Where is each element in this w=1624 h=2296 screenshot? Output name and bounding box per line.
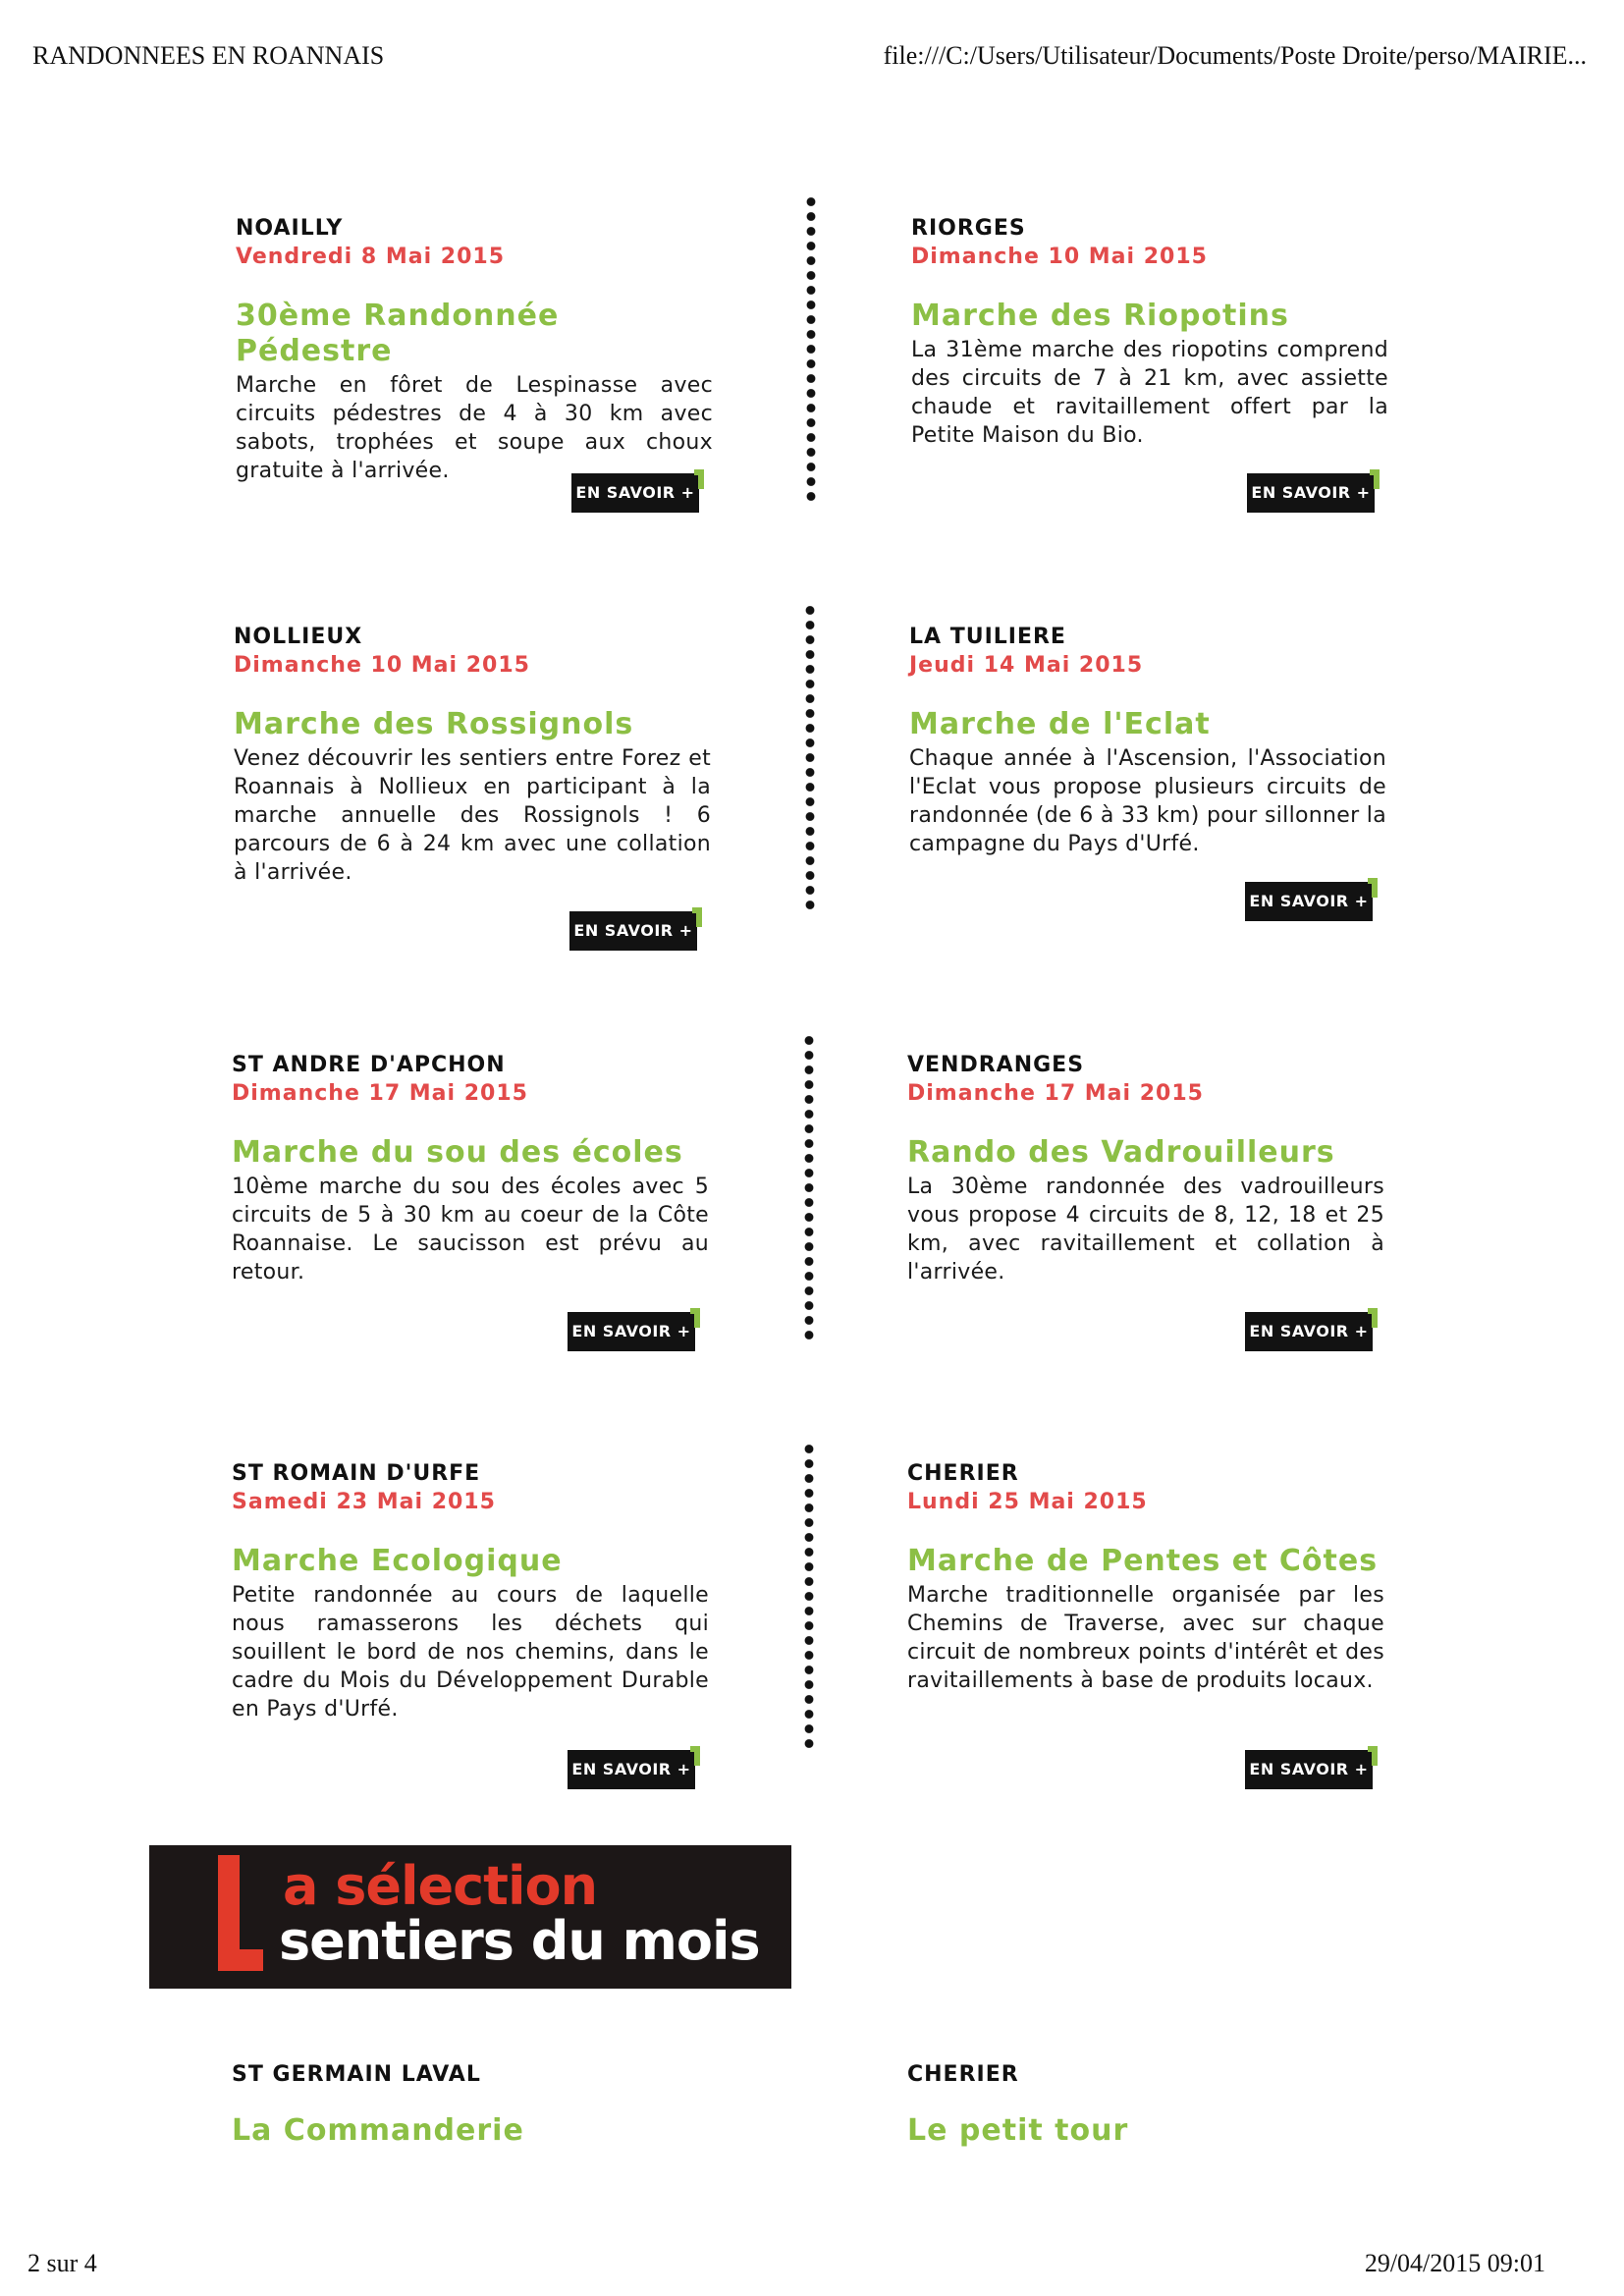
event-title[interactable]: Marche du sou des écoles	[232, 1135, 683, 1170]
selection-place: ST GERMAIN LAVAL	[232, 2062, 481, 2087]
event-description: Marche traditionnelle organisée par les Chemins de Traverse, avec sur chaque circuit de nombreux points d'intérêt et des ravitaillements à base de produits locaux.	[907, 1583, 1384, 1693]
en-savoir-plus-label: EN SAVOIR +	[1245, 1312, 1373, 1351]
event-card	[907, 1459, 1384, 1695]
event-place: NOLLIEUX	[234, 625, 363, 649]
dotted-divider	[805, 194, 817, 501]
print-header-title: RANDONNEES EN ROANNAIS	[32, 41, 385, 70]
banner-line2: sentiers du mois	[279, 1910, 760, 1972]
event-place: NOAILLY	[236, 216, 344, 241]
selection-banner	[149, 1845, 791, 1989]
dotted-divider	[803, 1033, 815, 1339]
event-title[interactable]: Marche de l'Eclat	[909, 707, 1211, 741]
event-card	[911, 214, 1388, 450]
corner-accent-icon	[690, 1746, 700, 1766]
banner-line1: a sélection	[283, 1855, 598, 1917]
dotted-divider	[803, 1442, 815, 1748]
event-description: Petite randonnée au cours de laquelle nous ramasserons les déchets qui souillent le bord de nos chemins, dans le cadre du Mois du Développement Durable en Pays d'Urfé.	[232, 1583, 709, 1722]
event-place: LA TUILIERE	[909, 625, 1066, 649]
event-card	[909, 623, 1386, 858]
event-card	[907, 1051, 1384, 1286]
corner-accent-icon	[694, 469, 704, 489]
event-card	[232, 1459, 709, 1723]
event-description: La 30ème randonnée des vadrouilleurs vous propose 4 circuits de 8, 12, 18 et 25 km, avec ravitaillement et collation à l'arrivée.	[907, 1175, 1384, 1285]
en-savoir-plus-button[interactable]	[568, 1746, 700, 1789]
en-savoir-plus-button[interactable]	[1247, 469, 1380, 513]
en-savoir-plus-label: EN SAVOIR +	[1247, 473, 1375, 513]
event-description: Marche en fôret de Lespinasse avec circuits pédestres de 4 à 30 km avec sabots, trophées et soupe aux choux gratuite à l'arrivée.	[236, 373, 713, 483]
en-savoir-plus-label: EN SAVOIR +	[568, 1750, 695, 1789]
corner-accent-icon	[690, 1308, 700, 1328]
event-date: Dimanche 10 Mai 2015	[911, 245, 1208, 269]
event-place: RIORGES	[911, 216, 1026, 241]
event-title[interactable]: Marche des Rossignols	[234, 707, 634, 741]
en-savoir-plus-button[interactable]	[569, 907, 702, 951]
event-title[interactable]: Marche de Pentes et Côtes	[907, 1544, 1379, 1578]
corner-accent-icon	[692, 907, 702, 927]
event-place: ST ANDRE D'APCHON	[232, 1053, 506, 1077]
en-savoir-plus-label: EN SAVOIR +	[571, 473, 699, 513]
event-card	[232, 1051, 709, 1286]
corner-accent-icon	[1368, 1746, 1378, 1766]
event-description: 10ème marche du sou des écoles avec 5 circuits de 5 à 30 km au coeur de la Côte Roannaise. Le saucisson est prévu au retour.	[232, 1175, 709, 1285]
event-description: Venez découvrir les sentiers entre Forez et Roannais à Nollieux en participant à la marche annuelle des Rossignols ! 6 parcours de 6 à 24 km avec une collation à l'arrivée.	[234, 746, 711, 885]
en-savoir-plus-button[interactable]	[571, 469, 704, 513]
event-description: La 31ème marche des riopotins comprend des circuits de 7 à 21 km, avec assiette chaude et ravitaillement offert par la Petite Maison du Bio.	[911, 338, 1388, 448]
print-header-path: file:///C:/Users/Utilisateur/Documents/Poste Droite/perso/MAIRIE...	[883, 41, 1587, 70]
print-footer-page: 2 sur 4	[27, 2249, 97, 2277]
en-savoir-plus-button[interactable]	[568, 1308, 700, 1351]
event-title[interactable]: 30ème Randonnée Pédestre	[236, 299, 560, 368]
event-date: Lundi 25 Mai 2015	[907, 1490, 1148, 1514]
event-card	[236, 214, 713, 485]
event-description: Chaque année à l'Ascension, l'Association l'Eclat vous propose plusieurs circuits de randonnée (de 6 à 33 km) pour sillonner la campagne du Pays d'Urfé.	[909, 746, 1386, 856]
en-savoir-plus-button[interactable]	[1245, 1308, 1378, 1351]
en-savoir-plus-label: EN SAVOIR +	[1245, 1750, 1373, 1789]
event-place: VENDRANGES	[907, 1053, 1085, 1077]
print-footer-datetime: 29/04/2015 09:01	[1364, 2249, 1545, 2277]
event-date: Jeudi 14 Mai 2015	[909, 653, 1144, 678]
event-date: Samedi 23 Mai 2015	[232, 1490, 496, 1514]
event-title[interactable]: Marche des Riopotins	[911, 299, 1289, 333]
selection-title[interactable]: La Commanderie	[232, 2113, 524, 2148]
selection-title[interactable]: Le petit tour	[907, 2113, 1129, 2148]
banner-l-letter	[218, 1855, 240, 1971]
corner-accent-icon	[1368, 878, 1378, 898]
event-place: ST ROMAIN D'URFE	[232, 1461, 481, 1486]
event-date: Vendredi 8 Mai 2015	[236, 245, 506, 269]
event-title[interactable]: Rando des Vadrouilleurs	[907, 1135, 1335, 1170]
en-savoir-plus-button[interactable]	[1245, 878, 1378, 921]
event-card	[234, 623, 711, 887]
dotted-divider	[804, 603, 816, 911]
corner-accent-icon	[1368, 1308, 1378, 1328]
selection-card	[232, 2060, 709, 2149]
en-savoir-plus-label: EN SAVOIR +	[568, 1312, 695, 1351]
event-date: Dimanche 17 Mai 2015	[232, 1081, 528, 1106]
event-date: Dimanche 10 Mai 2015	[234, 653, 530, 678]
selection-card	[907, 2060, 1384, 2149]
event-place: CHERIER	[907, 1461, 1019, 1486]
corner-accent-icon	[1370, 469, 1380, 489]
selection-place: CHERIER	[907, 2062, 1019, 2087]
event-date: Dimanche 17 Mai 2015	[907, 1081, 1204, 1106]
en-savoir-plus-label: EN SAVOIR +	[1245, 882, 1373, 921]
en-savoir-plus-label: EN SAVOIR +	[569, 911, 697, 951]
en-savoir-plus-button[interactable]	[1245, 1746, 1378, 1789]
event-title[interactable]: Marche Ecologique	[232, 1544, 563, 1578]
